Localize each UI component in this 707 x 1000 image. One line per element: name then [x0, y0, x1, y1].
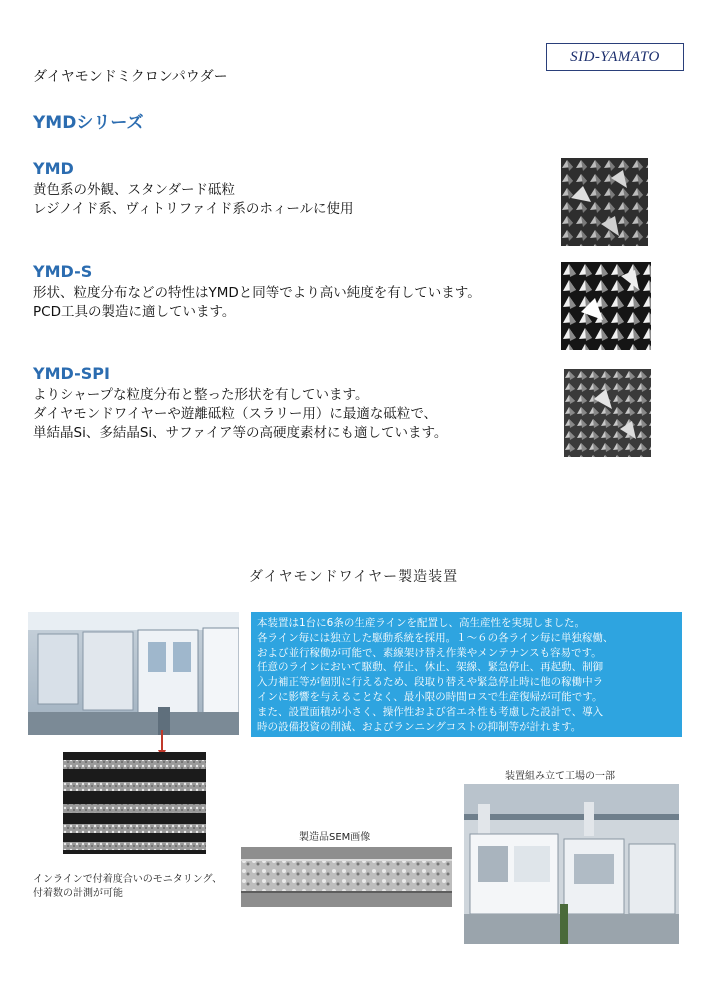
- factory-photo: [464, 784, 679, 944]
- description-line: また、設置面積が小さく、操作性および省エネ性も考慮した設計で、導入: [257, 705, 604, 718]
- product-name-ymd-spi: YMD-SPI: [33, 364, 110, 383]
- wire-monitoring-photo: [63, 752, 206, 854]
- brand-logo-box: [546, 43, 684, 71]
- description-line: 任意のラインにおいて駆動、停止、休止、架線、緊急停止、再起動、制御: [257, 661, 604, 674]
- machine-photo: [28, 612, 239, 735]
- brand-name: SID-YAMATO: [570, 48, 660, 65]
- monitor-caption-line-1: インラインで付着度合いのモニタリング、: [33, 874, 223, 885]
- doc-title: ダイヤモンドミクロンパウダー: [33, 69, 228, 85]
- sem-image-ymd-spi: [564, 369, 651, 457]
- equipment-section-title: ダイヤモンドワイヤー製造装置: [248, 569, 459, 585]
- product-ymd-spi-line-3: 単結晶Si、多結晶Si、サファイア等の高硬度素材にも適しています。: [33, 425, 448, 441]
- product-name-ymd-s: YMD-S: [33, 262, 93, 281]
- product-ymd-s-line-1: 形状、粒度分布などの特性はYMDと同等でより高い純度を有しています。: [33, 285, 481, 301]
- wire-sem-photo: [241, 847, 452, 907]
- description-line: 時の設備投資の削減、およびランニングコストの抑制等が計れます。: [257, 720, 582, 733]
- description-line: 本装置は1台に6条の生産ラインを配置し、高生産性を実現しました。: [257, 617, 586, 629]
- series-title: YMDシリーズ: [33, 113, 144, 133]
- sem-image-ymd-s: [561, 262, 651, 350]
- monitor-caption-line-2: 付着数の計測が可能: [33, 888, 123, 899]
- product-ymd-line-1: 黄色系の外観、スタンダード砥粒: [33, 182, 235, 198]
- description-line: インに影響を与えることなく、最小限の時間ロスで生産復帰が可能です。: [257, 690, 603, 703]
- description-line: および並行稼働が可能で、素線架け替え作業やメンテナンスも容易です。: [257, 646, 602, 659]
- factory-caption: 装置組み立て工場の一部: [505, 771, 615, 782]
- product-name-ymd: YMD: [33, 159, 74, 178]
- equipment-description-box: [251, 612, 682, 737]
- product-ymd-s-line-2: PCD工具の製造に適しています。: [33, 304, 236, 320]
- product-ymd-spi-line-1: よりシャープな粒度分布と整った形状を有しています。: [33, 387, 369, 403]
- sem-image-ymd: [561, 158, 648, 246]
- description-line: 各ライン毎には独立した駆動系統を採用。１～６の各ライン毎に単独稼働、: [257, 631, 614, 644]
- product-ymd-spi-line-2: ダイヤモンドワイヤーや遊離砥粒（スラリー用）に最適な砥粒で、: [33, 406, 438, 422]
- product-ymd-line-2: レジノイド系、ヴィトリファイド系のホィールに使用: [33, 201, 354, 217]
- description-line: 入力補正等が個別に行えるため、段取り替えや緊急停止時に他の稼働中ラ: [257, 676, 604, 689]
- sem-caption: 製造品SEM画像: [299, 832, 371, 843]
